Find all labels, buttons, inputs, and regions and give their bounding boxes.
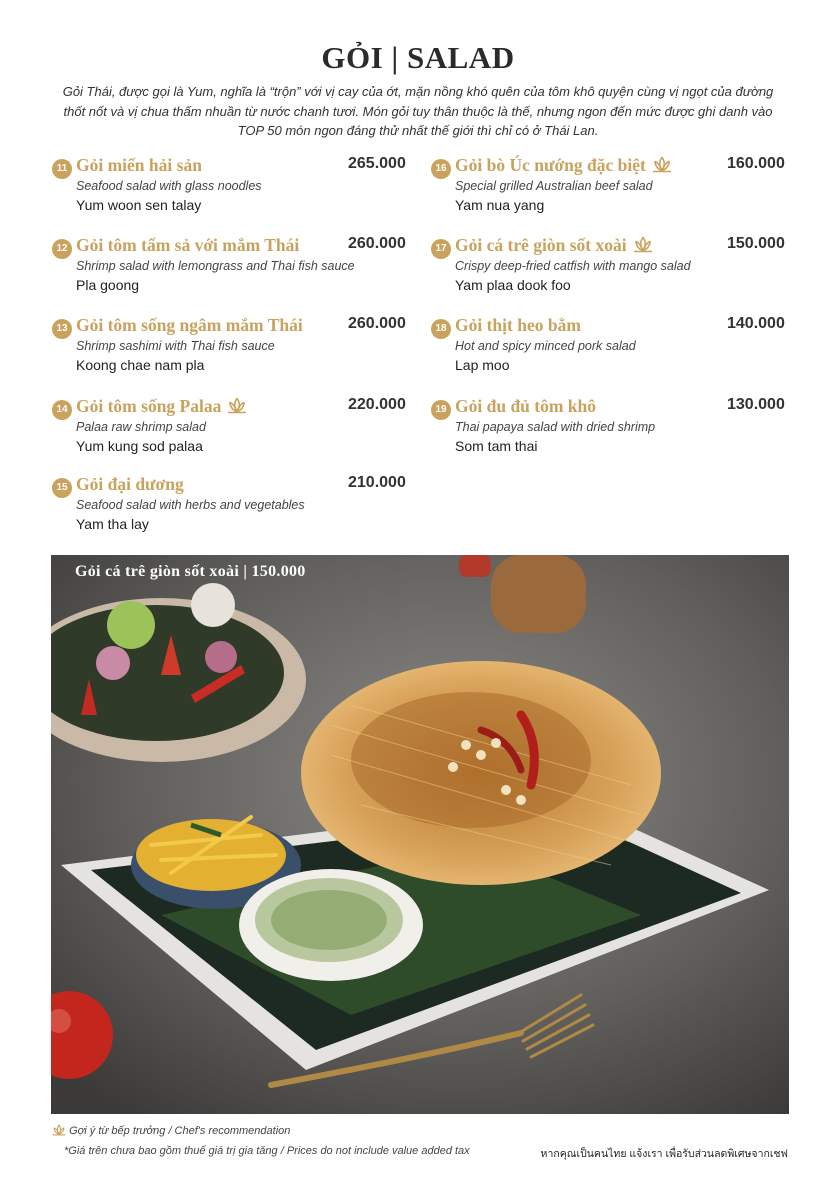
item-name (455, 315, 581, 336)
item-name-text: Gỏi bò Úc nướng đặc biệt (455, 155, 646, 175)
item-number-badge: 13 (52, 319, 72, 339)
dish-photo (51, 555, 789, 1114)
item-number-badge: 14 (52, 400, 72, 420)
item-thai-name: Som tam thai (455, 438, 538, 454)
item-name-text: Gỏi đu đủ tôm khô (455, 396, 597, 416)
item-english-name: Palaa raw shrimp salad (76, 420, 206, 434)
tax-note: *Giá trên chưa bao gồm thuế giá trị gia tăng / Prices do not include value added tax (64, 1145, 470, 1157)
item-price: 160.000 (727, 155, 785, 172)
item-english-name: Crispy deep-fried catfish with mango salad (455, 259, 691, 273)
item-thai-name: Yam plaa dook foo (455, 277, 571, 293)
chef-note-text: Gợi ý từ bếp trưởng / Chef's recommendation (69, 1125, 291, 1137)
item-name (76, 315, 303, 336)
item-price: 130.000 (727, 396, 785, 413)
item-name-text: Gỏi tôm tẩm sả với mắm Thái (76, 235, 300, 255)
item-name-text: Gỏi miến hải sản (76, 155, 202, 175)
item-number-badge: 12 (52, 239, 72, 259)
item-thai-name: Yum kung sod palaa (76, 438, 203, 454)
item-thai-name: Pla goong (76, 277, 140, 293)
item-name-text: Gỏi cá trê giòn sốt xoài (455, 235, 627, 255)
item-price: 260.000 (348, 235, 406, 252)
item-english-name: Seafood salad with glass noodles (76, 179, 262, 193)
item-name (455, 396, 596, 417)
item-english-name: Seafood salad with herbs and vegetables (76, 498, 305, 512)
intro-text: Gỏi Thái, được gọi là Yum, nghĩa là “trộn” với vị cay của ớt, mặn nồng khó quên của tôm khô quyện cùng vị ngọt của đường thốt nốt và vị chua thấm nhuần từ nước chanh tươi. Món gỏi tuy thân thuộc là thế, nhưng ngon đến mức được ghi danh vào TOP 50 món ngon đáng thử nhất thế giới thì chỉ có ở Thái Lan. (62, 84, 774, 138)
item-name-text: Gỏi thịt heo bằm (455, 315, 581, 335)
item-number-badge: 17 (431, 239, 451, 259)
item-english-name: Hot and spicy minced pork salad (455, 339, 636, 353)
item-number-badge: 11 (52, 159, 72, 179)
item-name-text: Gỏi đại dương (76, 474, 184, 494)
lotus-icon (52, 1124, 66, 1136)
item-thai-name: Yum woon sen talay (76, 197, 202, 213)
item-thai-name: Lap moo (455, 357, 510, 373)
item-name (455, 155, 672, 176)
item-english-name: Thai papaya salad with dried shrimp (455, 420, 656, 434)
lotus-icon (227, 397, 247, 414)
item-number-badge: 19 (431, 400, 451, 420)
item-english-name: Shrimp sashimi with Thai fish sauce (76, 339, 275, 353)
thai-note: หากคุณเป็นคนไทย แจ้งเรา เพื่อรับส่วนลดพิเศษจากเชฟ (540, 1148, 788, 1160)
item-name (76, 474, 184, 495)
item-number-badge: 18 (431, 319, 451, 339)
item-name (76, 396, 247, 417)
item-name (76, 155, 202, 176)
item-english-name: Special grilled Australian beef salad (455, 179, 653, 193)
item-name (455, 235, 653, 256)
item-price: 140.000 (727, 315, 785, 332)
item-price: 150.000 (727, 235, 785, 252)
item-number-badge: 16 (431, 159, 451, 179)
item-name (76, 235, 299, 256)
photo-caption: Gỏi cá trê giòn sốt xoài | 150.000 (75, 563, 306, 580)
page-title: GỎI | SALAD (321, 40, 515, 75)
item-price: 265.000 (348, 155, 406, 172)
item-price: 220.000 (348, 396, 406, 413)
item-thai-name: Yam tha lay (76, 516, 149, 532)
item-number-badge: 15 (52, 478, 72, 498)
item-price: 260.000 (348, 315, 406, 332)
chef-recommendation-note (52, 1124, 290, 1139)
item-english-name: Shrimp salad with lemongrass and Thai fish sauce (76, 259, 355, 273)
lotus-icon (652, 156, 672, 173)
item-thai-name: Yam nua yang (455, 197, 545, 213)
item-name-text: Gỏi tôm sống ngâm mắm Thái (76, 315, 303, 335)
item-thai-name: Koong chae nam pla (76, 357, 205, 373)
item-name-text: Gỏi tôm sống Palaa (76, 396, 222, 416)
lotus-icon (633, 236, 653, 253)
item-price: 210.000 (348, 474, 406, 491)
